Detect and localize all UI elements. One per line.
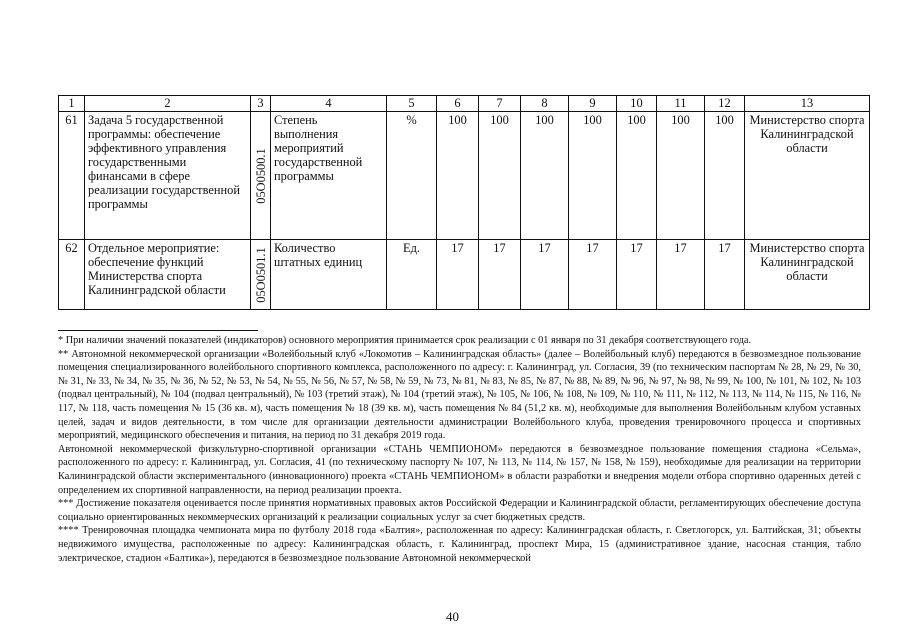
page-number: 40 [446, 609, 459, 624]
header-cell: 12 [705, 96, 745, 112]
row-code-cell [251, 112, 271, 240]
row-name: Отдельное мероприятие: обеспечение функций Министерства спорта Калининградской области [85, 240, 251, 310]
row-indicator: Количество штатных единиц [271, 240, 387, 310]
row-value: 17 [657, 240, 705, 310]
row-unit: % [387, 112, 437, 240]
row-value: 100 [617, 112, 657, 240]
footnote-separator [58, 330, 258, 331]
header-cell: 2 [85, 96, 251, 112]
row-value: 17 [617, 240, 657, 310]
footnote: **** Тренировочная площадка чемпионата мира по футболу 2018 года «Балтия», расположенная по адресу: Калининградская область, г. Светлогорск, ул. Балтийская, 31; объекты недвижимого имущества, расположенные по адресу: Калининградская область, г. Калининград, проспект Мира, 15 (административное здание, насосная станция, табло электрическое, стадион «Балтика»), передаются в безвозмездное пользование Автономной некоммерческой [58, 525, 861, 564]
header-cell: 4 [271, 96, 387, 112]
table-row [59, 112, 870, 240]
header-cell: 6 [437, 96, 479, 112]
row-indicator: Степень выполнения мероприятий государственной программы [271, 112, 387, 240]
footnote: *** Достижение показателя оценивается после принятия нормативных правовых актов Российской Федерации и Калининградской области, регламентирующих обеспечение доступа социально ориентированных некоммерческих организаций к реализации социальных услуг за счет бюджетных средств. [58, 498, 861, 523]
header-cell: 13 [745, 96, 870, 112]
indicators-table [58, 95, 870, 310]
row-value: 17 [437, 240, 479, 310]
table-header-row [59, 96, 870, 112]
row-value: 17 [705, 240, 745, 310]
row-executor: Министерство спорта Калининградской области [745, 112, 870, 240]
row-name: Задача 5 государственной программы: обеспечение эффективного управления государственными финансами в сфере реализации государственной программы [85, 112, 251, 240]
row-number: 61 [59, 112, 85, 240]
footnotes [58, 334, 861, 565]
row-code: 05O0501.1 [253, 246, 268, 303]
table-row [59, 240, 870, 310]
row-value: 17 [521, 240, 569, 310]
row-value: 100 [437, 112, 479, 240]
row-value: 100 [569, 112, 617, 240]
footnote: Автономной некоммерческой физкультурно-спортивной организации «СТАНЬ ЧЕМПИОНОМ» передаются в безвозмездное пользование помещения стадиона «Сельма», расположенного по адресу: г. Калининград, ул. Согласия, 41 (по техническому паспорту № 107, № 113, № 114, № 157, № 158, № 159), необходимые для реализации на территории Калининградской области экспериментального (инновационного) проекта «СТАНЬ ЧЕМПИОНОМ» в области разработки и внедрения модели отбора спортивно одаренных детей с определением их спортивной направленности, на период реализации проекта. [58, 443, 861, 496]
header-cell: 5 [387, 96, 437, 112]
header-cell: 9 [569, 96, 617, 112]
header-cell: 1 [59, 96, 85, 112]
header-cell: 8 [521, 96, 569, 112]
row-value: 17 [569, 240, 617, 310]
footnote: * При наличии значений показателей (индикаторов) основного мероприятия принимается срок реализации с 01 января по 31 декабря соответствующего года. [58, 335, 752, 346]
header-cell: 7 [479, 96, 521, 112]
row-executor: Министерство спорта Калининградской области [745, 240, 870, 310]
row-unit: Ед. [387, 240, 437, 310]
row-value: 100 [521, 112, 569, 240]
row-code-cell [251, 240, 271, 310]
header-cell: 11 [657, 96, 705, 112]
row-value: 100 [657, 112, 705, 240]
header-cell: 10 [617, 96, 657, 112]
row-code: 05O0500.1 [253, 147, 268, 204]
row-value: 100 [705, 112, 745, 240]
row-number: 62 [59, 240, 85, 310]
row-value: 100 [479, 112, 521, 240]
row-value: 17 [479, 240, 521, 310]
header-cell: 3 [251, 96, 271, 112]
footnote: ** Автономной некоммерческой организации «Волейбольный клуб «Локомотив – Калининградская область» (далее – Волейбольный клуб) передаются в безвозмездное пользование помещения специализированного волейбольного спортивного комплекса, расположенного по адресу: г. Калининград, ул. Согласия, 39 (по техническим паспортам № 28, № 29, № 30, № 31, № 33, № 34, № 35, № 36, № 52, № 53, № 54, № 55, № 56, № 57, № 58, № 59, № 73, № 81, № 83, № 85, № 87, № 88, № 89, № 96, № 97, № 98, № 99, № 100, № 101, № 102, № 103 (подвал центральный), № 104 (подвал центральный), № 103 (третий этаж), № 104 (третий этаж), № 105, № 106, № 108, № 109, № 110, № 111, № 112, № 113, № 114, № 115, № 116, № 117, № 118, часть помещения № 15 (36 кв. м), часть помещения № 18 (39 кв. м), часть помещения № 84 (51,2 кв. м), необходимые для выполнения Волейбольным клубом уставных целей, задач и видов деятельности, в том числе для организации деятельности администрации Волейбольного клуба, проведения тренировочного процесса и спортивных мероприятий, медицинского обеспечения и питания, на период по 31 декабря 2019 года. [58, 348, 861, 442]
